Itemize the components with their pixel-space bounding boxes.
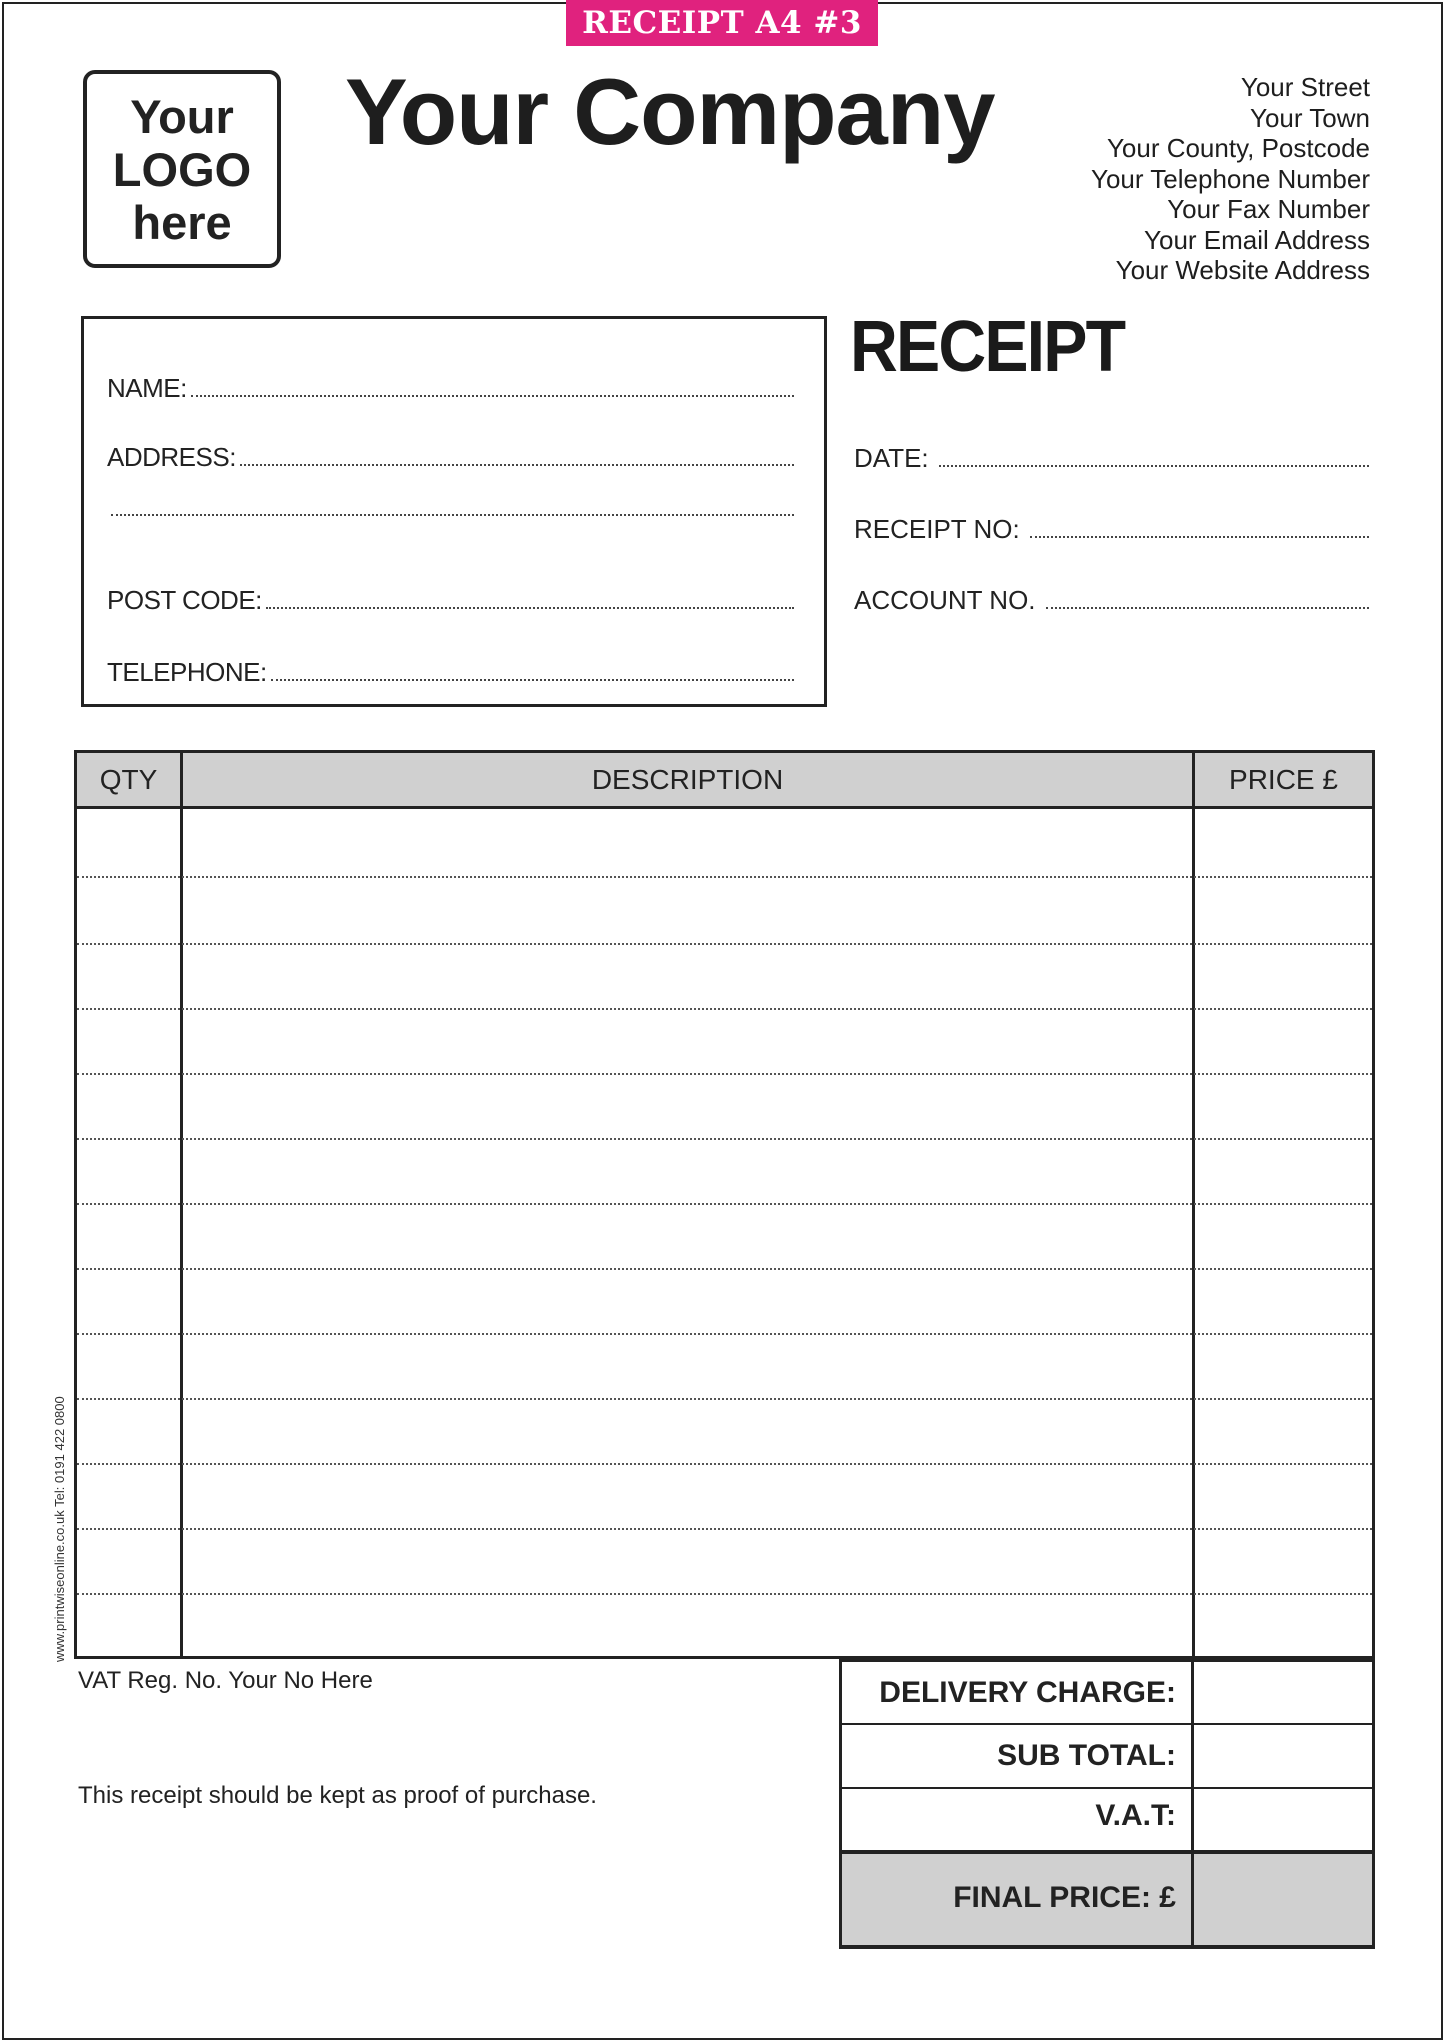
account-no-label: ACCOUNT NO. xyxy=(854,585,1036,615)
address-website: Your Website Address xyxy=(1115,255,1370,285)
date-label: DATE: xyxy=(854,443,929,473)
customer-details-box xyxy=(81,316,827,707)
telephone-field[interactable] xyxy=(107,657,794,688)
address-telephone: Your Telephone Number xyxy=(1091,163,1370,194)
table-row xyxy=(77,876,1372,878)
receipt-title: RECEIPT xyxy=(850,307,1125,387)
price-header: PRICE £ xyxy=(1195,753,1372,809)
address-line-2[interactable] xyxy=(111,514,794,516)
date-field[interactable] xyxy=(854,443,1369,474)
logo-line-1: Your xyxy=(130,89,234,143)
postcode-label: POST CODE: xyxy=(107,585,262,615)
delivery-charge-label: DELIVERY CHARGE: xyxy=(879,1676,1176,1709)
table-row xyxy=(77,943,1372,945)
address-label: ADDRESS: xyxy=(107,442,236,472)
telephone-label: TELEPHONE: xyxy=(107,657,267,687)
totals-divider xyxy=(1191,1662,1194,1723)
totals-divider xyxy=(1191,1789,1194,1850)
subtotal-row[interactable] xyxy=(839,1725,1375,1789)
address-fax: Your Fax Number xyxy=(1167,194,1370,224)
items-table xyxy=(74,750,1375,1659)
table-row xyxy=(77,1528,1372,1530)
receipt-no-field[interactable] xyxy=(854,514,1369,545)
totals-divider xyxy=(1191,1854,1194,1945)
address-street: Your Street xyxy=(1240,72,1370,102)
delivery-charge-row[interactable] xyxy=(839,1659,1375,1725)
address-line-1[interactable] xyxy=(240,464,794,466)
table-row xyxy=(77,1008,1372,1010)
address-field[interactable] xyxy=(107,442,794,473)
name-label: NAME: xyxy=(107,373,187,403)
name-field[interactable] xyxy=(107,373,794,404)
vat-row[interactable] xyxy=(839,1789,1375,1854)
address-field-2[interactable] xyxy=(107,514,794,516)
account-no-field[interactable] xyxy=(854,585,1369,616)
table-row xyxy=(77,1398,1372,1400)
form-tag: RECEIPT A4 #3 xyxy=(566,0,878,46)
address-town: Your Town xyxy=(1250,102,1370,133)
account-no-line[interactable] xyxy=(1046,607,1369,609)
table-row xyxy=(77,1138,1372,1140)
logo-placeholder xyxy=(83,70,281,268)
table-row xyxy=(77,1073,1372,1075)
proof-of-purchase-note: This receipt should be kept as proof of purchase. xyxy=(78,1782,597,1809)
logo-line-3: here xyxy=(132,195,232,249)
table-row xyxy=(77,1463,1372,1465)
table-row xyxy=(77,1268,1372,1270)
telephone-line[interactable] xyxy=(271,679,794,681)
final-price-row[interactable] xyxy=(839,1854,1375,1949)
receipt-no-line[interactable] xyxy=(1030,536,1369,538)
company-address xyxy=(950,72,1370,286)
address-county: Your County, Postcode xyxy=(1106,133,1370,163)
postcode-line[interactable] xyxy=(266,607,794,609)
postcode-field[interactable] xyxy=(107,585,794,616)
printer-credit: www.printwiseonline.co.uk Tel: 0191 422 0800 xyxy=(52,1396,67,1662)
company-name: Your Company xyxy=(345,59,995,164)
address-email: Your Email Address xyxy=(1144,224,1370,255)
table-row xyxy=(77,1333,1372,1335)
logo-line-2: LOGO xyxy=(112,142,252,196)
subtotal-label: SUB TOTAL: xyxy=(997,1739,1176,1772)
vat-registration: VAT Reg. No. Your No Here xyxy=(78,1667,373,1694)
final-price-label: FINAL PRICE: £ xyxy=(953,1881,1176,1914)
description-header: DESCRIPTION xyxy=(183,753,1192,809)
table-row xyxy=(77,1203,1372,1205)
table-row xyxy=(77,1593,1372,1595)
vat-label: V.A.T: xyxy=(1095,1799,1176,1832)
totals-divider xyxy=(1191,1725,1194,1787)
qty-header: QTY xyxy=(77,753,180,809)
date-line[interactable] xyxy=(939,465,1369,467)
name-line[interactable] xyxy=(191,395,794,397)
receipt-no-label: RECEIPT NO: xyxy=(854,514,1020,544)
